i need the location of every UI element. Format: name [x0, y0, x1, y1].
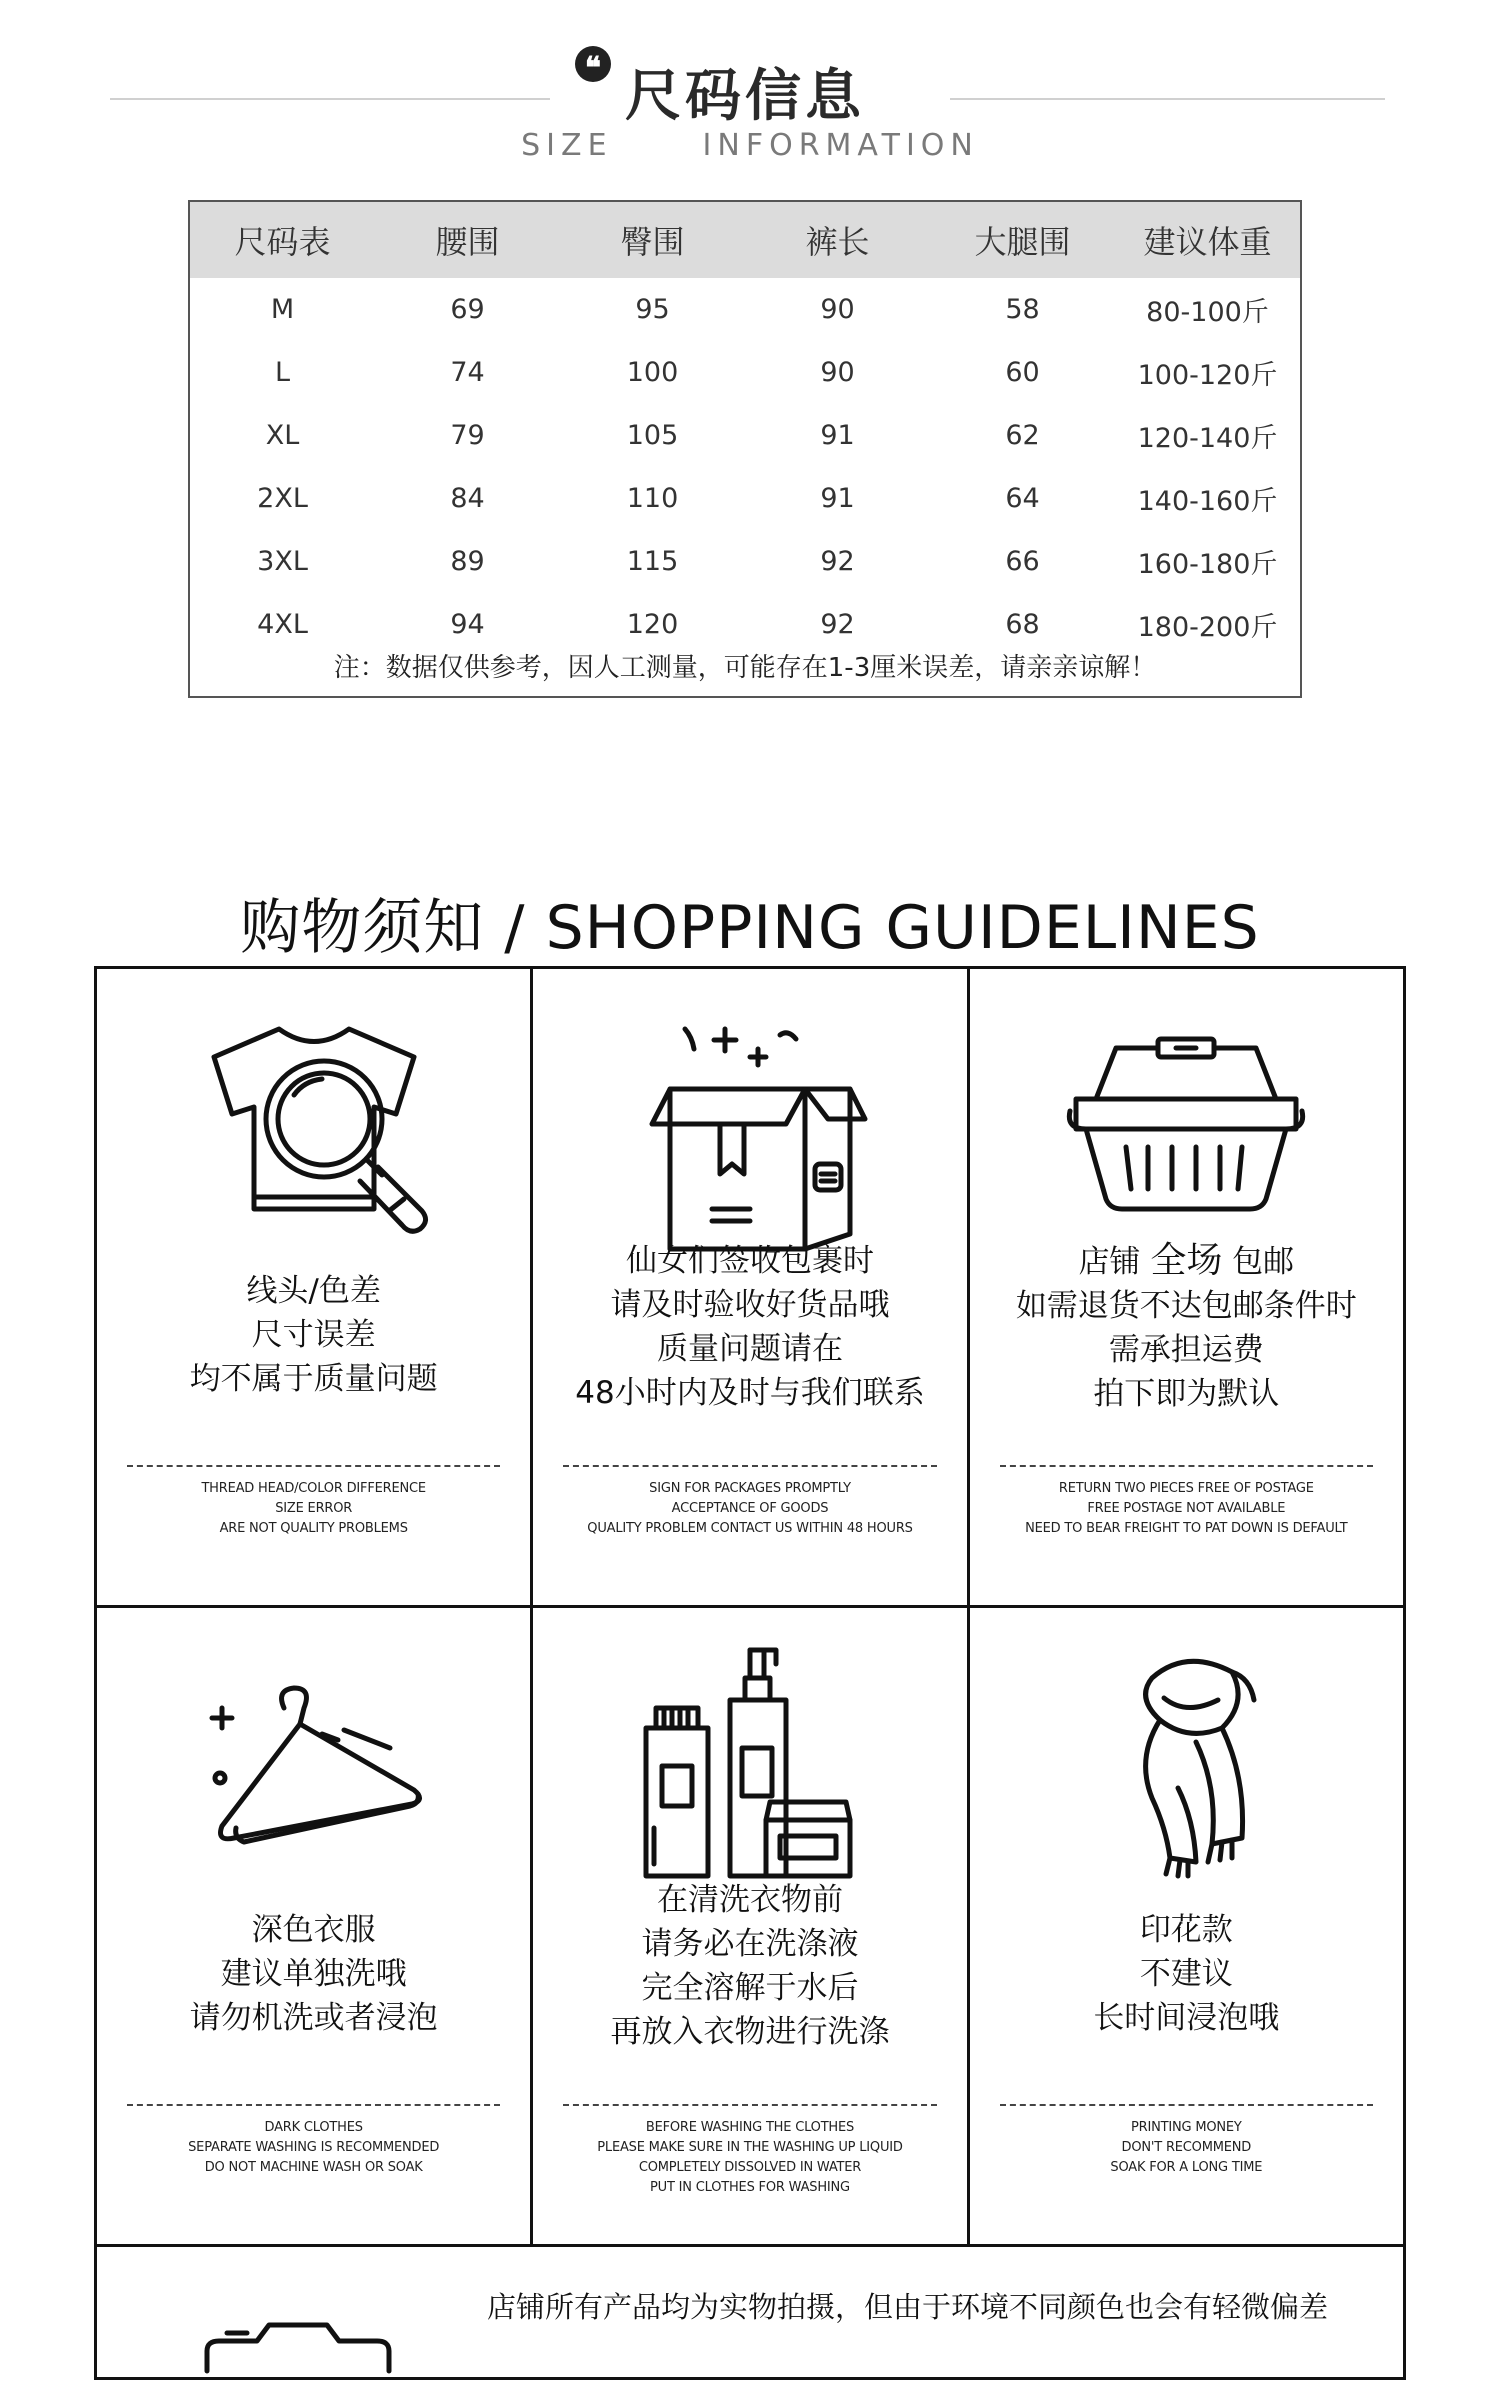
guideline-card-dark-clothes — [97, 1608, 533, 2244]
guideline-cn-line: 印花款 — [1139, 1912, 1233, 1948]
table-row — [190, 404, 1300, 467]
guideline-cn-line: 需承担运费 — [1108, 1332, 1264, 1368]
column-header: 腰围 — [375, 202, 560, 278]
column-header: 建议体重 — [1115, 202, 1300, 278]
subtitle-information: INFORMATION — [702, 128, 979, 163]
guideline-en-text — [533, 1479, 966, 1539]
size-info-title: 尺码信息 — [625, 64, 865, 129]
table-row — [190, 530, 1300, 593]
table-row — [190, 467, 1300, 530]
guideline-en-line: ARE NOT QUALITY PROBLEMS — [219, 1521, 408, 1536]
table-row — [190, 278, 1300, 341]
size-info-subtitle — [0, 128, 1500, 163]
table-cell: 64 — [1005, 483, 1040, 514]
guideline-en-text — [970, 2118, 1403, 2178]
table-cell: 120 — [626, 609, 679, 640]
table-cell: 100-120斤 — [1137, 360, 1278, 391]
scarf-icon — [970, 1638, 1403, 1898]
table-cell: 115 — [626, 546, 679, 577]
guidelines-row — [97, 1608, 1403, 2247]
table-cell: 100 — [626, 357, 679, 388]
table-cell: 79 — [450, 420, 485, 451]
guideline-cn-line: 48小时内及时与我们联系 — [575, 1375, 925, 1411]
guideline-en-text — [970, 1479, 1403, 1539]
guideline-en-text — [97, 2118, 530, 2178]
table-cell: 95 — [635, 294, 670, 325]
guideline-en-line: DARK CLOTHES — [264, 2120, 363, 2135]
column-header: 尺码表 — [190, 202, 375, 278]
size-table — [188, 200, 1302, 698]
guideline-cn-line: 尺寸误差 — [251, 1317, 376, 1353]
quote-icon: ❝ — [575, 46, 611, 82]
table-cell: 92 — [820, 609, 855, 640]
table-cell: 62 — [1005, 420, 1040, 451]
photo-disclaimer-text: 店铺所有产品均为实物拍摄，但由于环境不同颜色也会有轻微偏差 — [487, 2290, 1329, 2324]
table-cell: 74 — [450, 357, 485, 388]
table-cell: 90 — [820, 357, 855, 388]
column-header: 臀围 — [560, 202, 745, 278]
table-cell: 66 — [1005, 546, 1040, 577]
table-cell: 105 — [626, 420, 679, 451]
hanger-icon — [97, 1638, 530, 1898]
table-cell: 89 — [450, 546, 485, 577]
guidelines-row — [97, 969, 1403, 1608]
guideline-cn-line-free-shipping — [970, 1239, 1403, 1284]
dashed-divider — [127, 2104, 500, 2106]
guideline-en-line: SIZE ERROR — [275, 1501, 353, 1516]
header-divider-left — [110, 98, 550, 100]
guideline-en-line: RETURN TWO PIECES FREE OF POSTAGE — [1058, 1481, 1314, 1496]
guideline-cn-line: 建议单独洗哦 — [220, 1956, 407, 1992]
camera-icon — [197, 2311, 397, 2385]
guideline-cn-line: 请勿机洗或者浸泡 — [189, 2000, 438, 2036]
table-cell: 94 — [450, 609, 485, 640]
guideline-en-line: THREAD HEAD/COLOR DIFFERENCE — [201, 1481, 426, 1496]
header-divider-right — [950, 98, 1385, 100]
size-info-header — [0, 40, 1500, 170]
guideline-en-line: COMPLETELY DISSOLVED IN WATER — [638, 2160, 862, 2175]
guidelines-grid — [94, 966, 1406, 2380]
table-cell: L — [274, 357, 291, 388]
table-cell: 4XL — [257, 609, 308, 640]
dashed-divider — [127, 1465, 500, 1467]
dashed-divider — [563, 2104, 936, 2106]
size-table-grid — [190, 202, 1300, 656]
guideline-en-line: NEED TO BEAR FREIGHT TO PAT DOWN IS DEFAULT — [1025, 1521, 1348, 1536]
table-cell: 3XL — [257, 546, 308, 577]
guideline-en-line: PLEASE MAKE SURE IN THE WASHING UP LIQUID — [597, 2140, 903, 2155]
table-cell: 92 — [820, 546, 855, 577]
table-cell: M — [270, 294, 295, 325]
guideline-cn-text — [970, 1908, 1403, 2040]
guideline-cn-line: 再放入衣物进行洗涤 — [610, 2014, 890, 2050]
guideline-en-text — [97, 1479, 530, 1539]
guideline-en-line: BEFORE WASHING THE CLOTHES — [645, 2120, 855, 2135]
detergent-bottles-icon — [533, 1638, 966, 1898]
subtitle-size: SIZE — [521, 128, 613, 163]
guideline-cn-line: 如需退货不达包邮条件时 — [1015, 1288, 1357, 1324]
table-cell: 91 — [820, 420, 855, 451]
table-cell: XL — [265, 420, 300, 451]
table-cell: 91 — [820, 483, 855, 514]
table-cell: 160-180斤 — [1137, 549, 1278, 580]
guideline-cn-emphasis: 全场 — [1150, 1240, 1223, 1281]
guideline-cn-line: 均不属于质量问题 — [189, 1361, 438, 1397]
guideline-en-line: DON'T RECOMMEND — [1121, 2140, 1252, 2155]
guidelines-title: 购物须知 / SHOPPING GUIDELINES — [240, 893, 1260, 963]
guideline-en-line: PRINTING MONEY — [1130, 2120, 1242, 2135]
table-cell: 110 — [626, 483, 679, 514]
guideline-en-line: FREE POSTAGE NOT AVAILABLE — [1087, 1501, 1286, 1516]
guideline-card-shipping — [970, 969, 1403, 1605]
table-cell: 69 — [450, 294, 485, 325]
tshirt-magnifier-icon — [97, 999, 530, 1259]
dashed-divider — [563, 1465, 936, 1467]
guideline-en-line: PUT IN CLOTHES FOR WASHING — [650, 2180, 850, 2195]
table-cell: 84 — [450, 483, 485, 514]
guideline-card-printing — [970, 1608, 1403, 2244]
guideline-en-line: SOAK FOR A LONG TIME — [1110, 2160, 1263, 2175]
guideline-cn-line: 请务必在洗涤液 — [641, 1926, 859, 1962]
guideline-cn-text — [97, 1269, 530, 1401]
dashed-divider — [1000, 2104, 1373, 2106]
basket-icon — [970, 999, 1403, 1259]
guideline-cn-line: 线头/色差 — [246, 1273, 381, 1309]
guideline-cn-line: 深色衣服 — [251, 1912, 376, 1948]
table-cell: 68 — [1005, 609, 1040, 640]
table-cell: 2XL — [257, 483, 308, 514]
guideline-cn-line: 长时间浸泡哦 — [1093, 2000, 1280, 2036]
guideline-cn-line: 完全溶解于水后 — [641, 1970, 859, 2006]
open-box-icon — [533, 999, 966, 1259]
size-table-note: 注：数据仅供参考，因人工测量，可能存在1-3厘米误差，请亲亲谅解！ — [333, 653, 1157, 683]
guideline-en-text — [533, 2118, 966, 2198]
guideline-cn-line: 不建议 — [1139, 1956, 1233, 1992]
guideline-cn-line: 请及时验收好货品哦 — [610, 1287, 890, 1323]
table-cell: 80-100斤 — [1146, 297, 1269, 328]
column-header: 大腿围 — [930, 202, 1115, 278]
column-header: 裤长 — [745, 202, 930, 278]
guideline-en-line: QUALITY PROBLEM CONTACT US WITHIN 48 HOURS — [587, 1521, 913, 1536]
guideline-cn-line: 拍下即为默认 — [1093, 1376, 1280, 1412]
guideline-cn-line: 质量问题请在 — [656, 1331, 843, 1367]
guideline-cn-text — [533, 1878, 966, 2054]
guideline-cn-prefix: 店铺 — [1078, 1244, 1151, 1280]
guideline-en-line: SIGN FOR PACKAGES PROMPTLY — [649, 1481, 851, 1496]
guideline-cn-text — [533, 1239, 966, 1415]
guideline-cn-suffix: 包邮 — [1222, 1244, 1295, 1280]
guideline-card-washing — [533, 1608, 969, 2244]
guideline-cn-line: 仙女们签收包裹时 — [625, 1243, 874, 1279]
guideline-en-line: SEPARATE WASHING IS RECOMMENDED — [188, 2140, 440, 2155]
table-cell: 90 — [820, 294, 855, 325]
guideline-cn-text — [970, 1239, 1403, 1416]
guideline-en-line: DO NOT MACHINE WASH OR SOAK — [204, 2160, 423, 2175]
guideline-card-quality — [97, 969, 533, 1605]
table-cell: 140-160斤 — [1137, 486, 1278, 517]
guideline-card-receipt — [533, 969, 969, 1605]
size-table-header-row — [190, 202, 1300, 278]
guideline-en-line: ACCEPTANCE OF GOODS — [671, 1501, 829, 1516]
dashed-divider — [1000, 1465, 1373, 1467]
table-cell: 120-140斤 — [1137, 423, 1278, 454]
table-row — [190, 341, 1300, 404]
table-cell: 60 — [1005, 357, 1040, 388]
guidelines-bottom-row — [97, 2247, 1403, 2377]
guideline-cn-text — [97, 1908, 530, 2040]
table-cell: 58 — [1005, 294, 1040, 325]
guideline-cn-line: 在清洗衣物前 — [656, 1882, 843, 1918]
table-cell: 180-200斤 — [1137, 612, 1278, 643]
